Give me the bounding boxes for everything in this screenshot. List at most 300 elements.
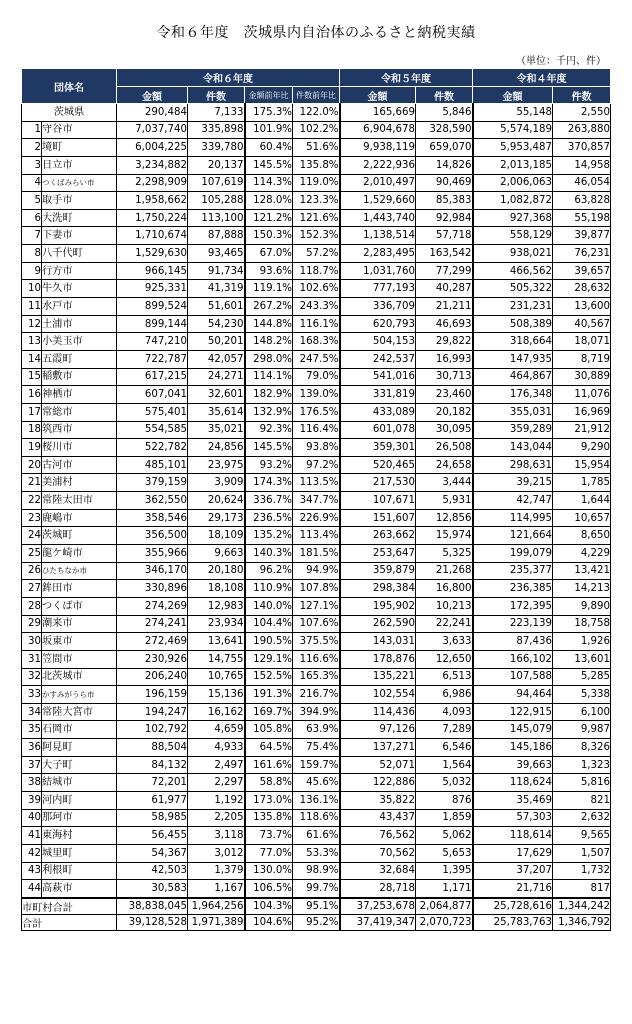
cell-r6-count: 7,133 bbox=[188, 104, 245, 122]
table-row bbox=[22, 650, 611, 668]
municipality-name: 牛久市 bbox=[42, 280, 117, 298]
cell-r6-count: 18,108 bbox=[188, 580, 245, 598]
cell-amount-yoy: 128.0% bbox=[245, 192, 293, 210]
cell-r6-count: 4,933 bbox=[188, 739, 245, 757]
municipality-name: 筑西市 bbox=[42, 421, 117, 439]
cell-r5-amount: 520,465 bbox=[340, 456, 416, 474]
cell-r5-count: 85,383 bbox=[416, 192, 473, 210]
municipality-name: 坂東市 bbox=[42, 633, 117, 651]
cell-r6-count: 3,909 bbox=[188, 474, 245, 492]
municipal-total-row bbox=[22, 898, 611, 915]
cell-amount-yoy: 73.7% bbox=[245, 827, 293, 845]
rank-number: 31 bbox=[22, 650, 42, 668]
cell-count-yoy: 347.7% bbox=[293, 492, 340, 510]
cell-r6-amount: 966,145 bbox=[117, 262, 188, 280]
rank-number: 38 bbox=[22, 774, 42, 792]
cell-r4-amount: 199,079 bbox=[473, 545, 553, 563]
cell-r6-count: 113,100 bbox=[188, 209, 245, 227]
cell-amount-yoy: 101.9% bbox=[245, 121, 293, 139]
cell-count-yoy: 113.5% bbox=[293, 474, 340, 492]
table-row bbox=[22, 791, 611, 809]
total-label: 合計 bbox=[22, 914, 117, 930]
municipality-name: 大子町 bbox=[42, 756, 117, 774]
municipality-name: 那珂市 bbox=[42, 809, 117, 827]
cell-r4-count: 4,229 bbox=[553, 545, 611, 563]
cell-r5-amount: 1,529,660 bbox=[340, 192, 416, 210]
municipality-name: 小美玉市 bbox=[42, 333, 117, 351]
cell-amount-yoy: 106.5% bbox=[245, 880, 293, 898]
cell-count-yoy: 119.0% bbox=[293, 174, 340, 192]
prefecture-name: 茨城県 bbox=[22, 104, 117, 122]
rank-number: 42 bbox=[22, 844, 42, 862]
cell-r6-count: 20,624 bbox=[188, 492, 245, 510]
rank-number: 23 bbox=[22, 509, 42, 527]
cell-r4-amount: 236,385 bbox=[473, 580, 553, 598]
cell-r6-count: 50,201 bbox=[188, 333, 245, 351]
cell-count-yoy: 113.4% bbox=[293, 527, 340, 545]
municipality-name: 鉾田市 bbox=[42, 580, 117, 598]
cell-r4-amount: 42,747 bbox=[473, 492, 553, 510]
cell-r4-amount: 5,953,487 bbox=[473, 139, 553, 157]
cell-r5-count: 5,846 bbox=[416, 104, 473, 122]
municipality-name: 古河市 bbox=[42, 456, 117, 474]
cell-r5-amount: 298,384 bbox=[340, 580, 416, 598]
municipality-name: 城里町 bbox=[42, 844, 117, 862]
cell-r6-amount: 54,367 bbox=[117, 844, 188, 862]
cell-count-yoy: 116.4% bbox=[293, 421, 340, 439]
cell-r6-count: 32,601 bbox=[188, 386, 245, 404]
cell-r5-amount: 76,562 bbox=[340, 827, 416, 845]
rank-number: 30 bbox=[22, 633, 42, 651]
municipality-name: 桜川市 bbox=[42, 439, 117, 457]
cell-amount-yoy: 191.3% bbox=[245, 686, 293, 704]
cell-r6-amount: 485,101 bbox=[117, 456, 188, 474]
rank-number: 11 bbox=[22, 298, 42, 316]
rank-number: 13 bbox=[22, 333, 42, 351]
cell-r4-count: 21,912 bbox=[553, 421, 611, 439]
table-row bbox=[22, 703, 611, 721]
cell-r5-count: 1,859 bbox=[416, 809, 473, 827]
municipality-name: 稲敷市 bbox=[42, 368, 117, 386]
cell-count-yoy: 168.3% bbox=[293, 333, 340, 351]
cell-amount-yoy: 121.2% bbox=[245, 209, 293, 227]
cell-count-yoy: 135.8% bbox=[293, 156, 340, 174]
rank-number: 39 bbox=[22, 791, 42, 809]
cell-r5-amount: 107,671 bbox=[340, 492, 416, 510]
cell-r5-amount: 43,437 bbox=[340, 809, 416, 827]
cell-r5-count: 5,653 bbox=[416, 844, 473, 862]
cell-amount-yoy: 336.7% bbox=[245, 492, 293, 510]
municipality-name: 境町 bbox=[42, 139, 117, 157]
cell-r6-count: 42,057 bbox=[188, 350, 245, 368]
cell-r6-amount: 3,234,882 bbox=[117, 156, 188, 174]
cell-r4-count: 1,785 bbox=[553, 474, 611, 492]
cell-r5-amount: 195,902 bbox=[340, 597, 416, 615]
rank-number: 21 bbox=[22, 474, 42, 492]
cell-amount-yoy: 104.3% bbox=[245, 898, 293, 915]
cell-r4-count: 1,507 bbox=[553, 844, 611, 862]
table-row bbox=[22, 262, 611, 280]
cell-r4-count: 8,326 bbox=[553, 739, 611, 757]
cell-r4-count: 821 bbox=[553, 791, 611, 809]
table-row bbox=[22, 139, 611, 157]
cell-r6-count: 2,297 bbox=[188, 774, 245, 792]
cell-r4-amount: 17,629 bbox=[473, 844, 553, 862]
cell-r6-amount: 554,585 bbox=[117, 421, 188, 439]
cell-r5-count: 5,325 bbox=[416, 545, 473, 563]
cell-amount-yoy: 152.5% bbox=[245, 668, 293, 686]
cell-amount-yoy: 169.7% bbox=[245, 703, 293, 721]
cell-r4-amount: 107,588 bbox=[473, 668, 553, 686]
cell-r5-count: 3,444 bbox=[416, 474, 473, 492]
rank-number: 35 bbox=[22, 721, 42, 739]
table-row bbox=[22, 280, 611, 298]
table-row bbox=[22, 156, 611, 174]
cell-count-yoy: 75.4% bbox=[293, 739, 340, 757]
cell-r4-count: 8,650 bbox=[553, 527, 611, 545]
cell-r5-count: 4,093 bbox=[416, 703, 473, 721]
cell-r5-amount: 9,938,119 bbox=[340, 139, 416, 157]
municipality-name: 鹿嶋市 bbox=[42, 509, 117, 527]
cell-count-yoy: 243.3% bbox=[293, 298, 340, 316]
cell-r6-amount: 925,331 bbox=[117, 280, 188, 298]
rank-number: 24 bbox=[22, 527, 42, 545]
cell-r4-count: 9,890 bbox=[553, 597, 611, 615]
cell-count-yoy: 51.6% bbox=[293, 139, 340, 157]
rank-number: 5 bbox=[22, 192, 42, 210]
cell-r5-count: 3,633 bbox=[416, 633, 473, 651]
rank-number: 17 bbox=[22, 403, 42, 421]
cell-r4-amount: 231,231 bbox=[473, 298, 553, 316]
cell-r6-amount: 346,170 bbox=[117, 562, 188, 580]
cell-r4-amount: 87,436 bbox=[473, 633, 553, 651]
cell-r6-amount: 379,159 bbox=[117, 474, 188, 492]
cell-r4-count: 14,213 bbox=[553, 580, 611, 598]
cell-r4-amount: 466,562 bbox=[473, 262, 553, 280]
cell-amount-yoy: 175.3% bbox=[245, 104, 293, 122]
cell-count-yoy: 121.6% bbox=[293, 209, 340, 227]
cell-r6-amount: 58,985 bbox=[117, 809, 188, 827]
cell-r4-amount: 5,574,189 bbox=[473, 121, 553, 139]
cell-r6-amount: 356,500 bbox=[117, 527, 188, 545]
cell-r6-amount: 7,037,740 bbox=[117, 121, 188, 139]
municipality-name: 北茨城市 bbox=[42, 668, 117, 686]
cell-amount-yoy: 161.6% bbox=[245, 756, 293, 774]
cell-r5-count: 12,856 bbox=[416, 509, 473, 527]
cell-r6-amount: 196,159 bbox=[117, 686, 188, 704]
cell-r6-count: 9,663 bbox=[188, 545, 245, 563]
cell-r5-count: 1,171 bbox=[416, 880, 473, 898]
cell-r5-count: 659,070 bbox=[416, 139, 473, 157]
cell-r5-amount: 336,709 bbox=[340, 298, 416, 316]
cell-r5-amount: 217,530 bbox=[340, 474, 416, 492]
table-row bbox=[22, 739, 611, 757]
cell-amount-yoy: 96.2% bbox=[245, 562, 293, 580]
cell-r4-amount: 39,215 bbox=[473, 474, 553, 492]
cell-amount-yoy: 130.0% bbox=[245, 862, 293, 880]
cell-r4-amount: 176,348 bbox=[473, 386, 553, 404]
cell-r6-amount: 39,128,528 bbox=[117, 914, 188, 930]
cell-r4-amount: 318,664 bbox=[473, 333, 553, 351]
table-row bbox=[22, 421, 611, 439]
municipality-name: 利根町 bbox=[42, 862, 117, 880]
cell-r4-count: 16,969 bbox=[553, 403, 611, 421]
cell-r5-amount: 28,718 bbox=[340, 880, 416, 898]
rank-number: 43 bbox=[22, 862, 42, 880]
cell-r4-amount: 2,013,185 bbox=[473, 156, 553, 174]
rank-number: 20 bbox=[22, 456, 42, 474]
cell-r4-count: 63,828 bbox=[553, 192, 611, 210]
cell-amount-yoy: 104.6% bbox=[245, 914, 293, 930]
cell-r6-amount: 61,977 bbox=[117, 791, 188, 809]
cell-r5-amount: 601,078 bbox=[340, 421, 416, 439]
cell-amount-yoy: 64.5% bbox=[245, 739, 293, 757]
municipality-name: 河内町 bbox=[42, 791, 117, 809]
table-row bbox=[22, 456, 611, 474]
cell-count-yoy: 95.1% bbox=[293, 898, 340, 915]
cell-r4-amount: 39,663 bbox=[473, 756, 553, 774]
cell-amount-yoy: 92.3% bbox=[245, 421, 293, 439]
total-label: 市町村合計 bbox=[22, 898, 117, 915]
cell-r4-count: 46,054 bbox=[553, 174, 611, 192]
cell-r4-amount: 464,867 bbox=[473, 368, 553, 386]
cell-r4-amount: 114,995 bbox=[473, 509, 553, 527]
cell-count-yoy: 107.6% bbox=[293, 615, 340, 633]
cell-count-yoy: 176.5% bbox=[293, 403, 340, 421]
municipality-name: 美浦村 bbox=[42, 474, 117, 492]
header-r4-count: 件数 bbox=[553, 87, 611, 104]
cell-r5-amount: 777,193 bbox=[340, 280, 416, 298]
cell-amount-yoy: 144.8% bbox=[245, 315, 293, 333]
page-title: 令和６年度 茨城県内自治体のふるさと納税実績 bbox=[156, 25, 476, 41]
cell-r6-amount: 1,710,674 bbox=[117, 227, 188, 245]
table-row bbox=[22, 597, 611, 615]
cell-amount-yoy: 129.1% bbox=[245, 650, 293, 668]
municipality-name: 八千代町 bbox=[42, 245, 117, 263]
cell-r5-count: 22,241 bbox=[416, 615, 473, 633]
cell-r4-amount: 55,148 bbox=[473, 104, 553, 122]
cell-r5-count: 77,299 bbox=[416, 262, 473, 280]
cell-r5-count: 1,395 bbox=[416, 862, 473, 880]
cell-r6-count: 107,619 bbox=[188, 174, 245, 192]
table-row bbox=[22, 298, 611, 316]
cell-amount-yoy: 150.3% bbox=[245, 227, 293, 245]
cell-r5-amount: 504,153 bbox=[340, 333, 416, 351]
cell-r4-amount: 118,624 bbox=[473, 774, 553, 792]
cell-r5-amount: 1,443,740 bbox=[340, 209, 416, 227]
cell-r5-amount: 52,071 bbox=[340, 756, 416, 774]
table-row bbox=[22, 880, 611, 898]
table-row bbox=[22, 509, 611, 527]
header-amount-yoy: 金額前年比 bbox=[245, 87, 293, 104]
cell-r5-count: 328,590 bbox=[416, 121, 473, 139]
cell-r6-amount: 272,469 bbox=[117, 633, 188, 651]
cell-r6-amount: 72,201 bbox=[117, 774, 188, 792]
cell-count-yoy: 165.3% bbox=[293, 668, 340, 686]
rank-number: 27 bbox=[22, 580, 42, 598]
cell-r4-amount: 298,631 bbox=[473, 456, 553, 474]
rank-number: 36 bbox=[22, 739, 42, 757]
cell-r4-amount: 172,395 bbox=[473, 597, 553, 615]
table-row bbox=[22, 368, 611, 386]
cell-r5-count: 6,546 bbox=[416, 739, 473, 757]
cell-r5-count: 21,268 bbox=[416, 562, 473, 580]
cell-r4-amount: 166,102 bbox=[473, 650, 553, 668]
table-row bbox=[22, 721, 611, 739]
cell-r5-amount: 433,089 bbox=[340, 403, 416, 421]
cell-r5-count: 5,931 bbox=[416, 492, 473, 510]
cell-r4-amount: 147,935 bbox=[473, 350, 553, 368]
municipality-name: 日立市 bbox=[42, 156, 117, 174]
cell-r4-count: 10,657 bbox=[553, 509, 611, 527]
cell-r6-amount: 30,583 bbox=[117, 880, 188, 898]
table-row bbox=[22, 686, 611, 704]
cell-r4-count: 1,644 bbox=[553, 492, 611, 510]
municipality-name: 下妻市 bbox=[42, 227, 117, 245]
rank-number: 3 bbox=[22, 156, 42, 174]
cell-r4-amount: 558,129 bbox=[473, 227, 553, 245]
cell-r6-amount: 355,966 bbox=[117, 545, 188, 563]
cell-r5-count: 10,213 bbox=[416, 597, 473, 615]
cell-r6-amount: 362,550 bbox=[117, 492, 188, 510]
cell-r6-count: 20,137 bbox=[188, 156, 245, 174]
cell-amount-yoy: 77.0% bbox=[245, 844, 293, 862]
cell-r4-count: 18,758 bbox=[553, 615, 611, 633]
table-row bbox=[22, 809, 611, 827]
cell-r6-amount: 56,455 bbox=[117, 827, 188, 845]
cell-r6-amount: 6,004,225 bbox=[117, 139, 188, 157]
cell-r5-amount: 151,607 bbox=[340, 509, 416, 527]
cell-amount-yoy: 105.8% bbox=[245, 721, 293, 739]
header-r6-amount: 金額 bbox=[117, 87, 188, 104]
cell-count-yoy: 53.3% bbox=[293, 844, 340, 862]
cell-r6-amount: 1,750,224 bbox=[117, 209, 188, 227]
cell-r6-count: 3,118 bbox=[188, 827, 245, 845]
cell-r5-amount: 70,562 bbox=[340, 844, 416, 862]
cell-count-yoy: 181.5% bbox=[293, 545, 340, 563]
cell-r5-count: 2,070,723 bbox=[416, 914, 473, 930]
cell-r5-amount: 122,886 bbox=[340, 774, 416, 792]
cell-count-yoy: 152.3% bbox=[293, 227, 340, 245]
cell-r5-amount: 2,222,936 bbox=[340, 156, 416, 174]
cell-r6-amount: 274,269 bbox=[117, 597, 188, 615]
cell-r4-amount: 145,186 bbox=[473, 739, 553, 757]
cell-r5-amount: 541,016 bbox=[340, 368, 416, 386]
cell-r5-amount: 242,537 bbox=[340, 350, 416, 368]
cell-r6-amount: 38,838,045 bbox=[117, 898, 188, 915]
rank-number: 29 bbox=[22, 615, 42, 633]
cell-amount-yoy: 190.5% bbox=[245, 633, 293, 651]
municipality-name: 石岡市 bbox=[42, 721, 117, 739]
cell-amount-yoy: 119.1% bbox=[245, 280, 293, 298]
cell-r5-amount: 253,647 bbox=[340, 545, 416, 563]
cell-amount-yoy: 132.9% bbox=[245, 403, 293, 421]
cell-amount-yoy: 145.5% bbox=[245, 439, 293, 457]
cell-r6-count: 87,888 bbox=[188, 227, 245, 245]
cell-r4-count: 55,198 bbox=[553, 209, 611, 227]
cell-amount-yoy: 58.8% bbox=[245, 774, 293, 792]
prefecture-row bbox=[22, 104, 611, 122]
rank-number: 4 bbox=[22, 174, 42, 192]
municipality-name: 行方市 bbox=[42, 262, 117, 280]
cell-r4-count: 15,954 bbox=[553, 456, 611, 474]
cell-r6-count: 41,319 bbox=[188, 280, 245, 298]
cell-r4-count: 1,323 bbox=[553, 756, 611, 774]
header-count-yoy: 件数前年比 bbox=[293, 87, 340, 104]
table-row bbox=[22, 756, 611, 774]
municipality-name: つくばみらい市 bbox=[42, 174, 117, 192]
cell-r4-amount: 235,377 bbox=[473, 562, 553, 580]
cell-r6-count: 1,379 bbox=[188, 862, 245, 880]
cell-count-yoy: 118.7% bbox=[293, 262, 340, 280]
cell-r4-amount: 122,915 bbox=[473, 703, 553, 721]
cell-r6-count: 1,971,389 bbox=[188, 914, 245, 930]
municipality-name: 龍ケ崎市 bbox=[42, 545, 117, 563]
cell-r5-count: 46,693 bbox=[416, 315, 473, 333]
municipality-name: 五霞町 bbox=[42, 350, 117, 368]
cell-count-yoy: 79.0% bbox=[293, 368, 340, 386]
cell-r4-count: 13,421 bbox=[553, 562, 611, 580]
cell-r4-count: 8,719 bbox=[553, 350, 611, 368]
table-row bbox=[22, 474, 611, 492]
cell-r4-count: 1,344,242 bbox=[553, 898, 611, 915]
cell-r4-count: 28,632 bbox=[553, 280, 611, 298]
municipality-name: 常陸太田市 bbox=[42, 492, 117, 510]
rank-number: 44 bbox=[22, 880, 42, 898]
cell-r4-count: 5,816 bbox=[553, 774, 611, 792]
cell-r6-count: 24,856 bbox=[188, 439, 245, 457]
table-row bbox=[22, 227, 611, 245]
rank-number: 34 bbox=[22, 703, 42, 721]
cell-r5-count: 26,508 bbox=[416, 439, 473, 457]
cell-count-yoy: 94.9% bbox=[293, 562, 340, 580]
rank-number: 40 bbox=[22, 809, 42, 827]
cell-r6-amount: 194,247 bbox=[117, 703, 188, 721]
cell-r5-amount: 35,822 bbox=[340, 791, 416, 809]
cell-amount-yoy: 148.2% bbox=[245, 333, 293, 351]
municipality-name: 笠間市 bbox=[42, 650, 117, 668]
cell-r4-count: 1,926 bbox=[553, 633, 611, 651]
cell-r6-count: 54,230 bbox=[188, 315, 245, 333]
cell-count-yoy: 127.1% bbox=[293, 597, 340, 615]
cell-count-yoy: 159.7% bbox=[293, 756, 340, 774]
cell-r4-count: 2,550 bbox=[553, 104, 611, 122]
cell-r6-count: 1,167 bbox=[188, 880, 245, 898]
table-row bbox=[22, 827, 611, 845]
cell-r4-count: 9,565 bbox=[553, 827, 611, 845]
cell-r5-count: 16,993 bbox=[416, 350, 473, 368]
cell-r4-count: 5,285 bbox=[553, 668, 611, 686]
municipality-name: 茨城町 bbox=[42, 527, 117, 545]
cell-amount-yoy: 145.5% bbox=[245, 156, 293, 174]
cell-r4-count: 1,346,792 bbox=[553, 914, 611, 930]
cell-r6-count: 93,465 bbox=[188, 245, 245, 263]
cell-r4-count: 40,567 bbox=[553, 315, 611, 333]
cell-count-yoy: 102.6% bbox=[293, 280, 340, 298]
cell-r5-amount: 37,253,678 bbox=[340, 898, 416, 915]
cell-r5-count: 6,986 bbox=[416, 686, 473, 704]
table-row bbox=[22, 615, 611, 633]
rank-number: 32 bbox=[22, 668, 42, 686]
cell-r6-count: 23,934 bbox=[188, 615, 245, 633]
cell-r5-amount: 6,904,678 bbox=[340, 121, 416, 139]
cell-r5-amount: 359,879 bbox=[340, 562, 416, 580]
cell-r4-amount: 118,614 bbox=[473, 827, 553, 845]
cell-amount-yoy: 140.3% bbox=[245, 545, 293, 563]
cell-r6-count: 20,180 bbox=[188, 562, 245, 580]
cell-r4-count: 39,657 bbox=[553, 262, 611, 280]
cell-r5-amount: 620,793 bbox=[340, 315, 416, 333]
